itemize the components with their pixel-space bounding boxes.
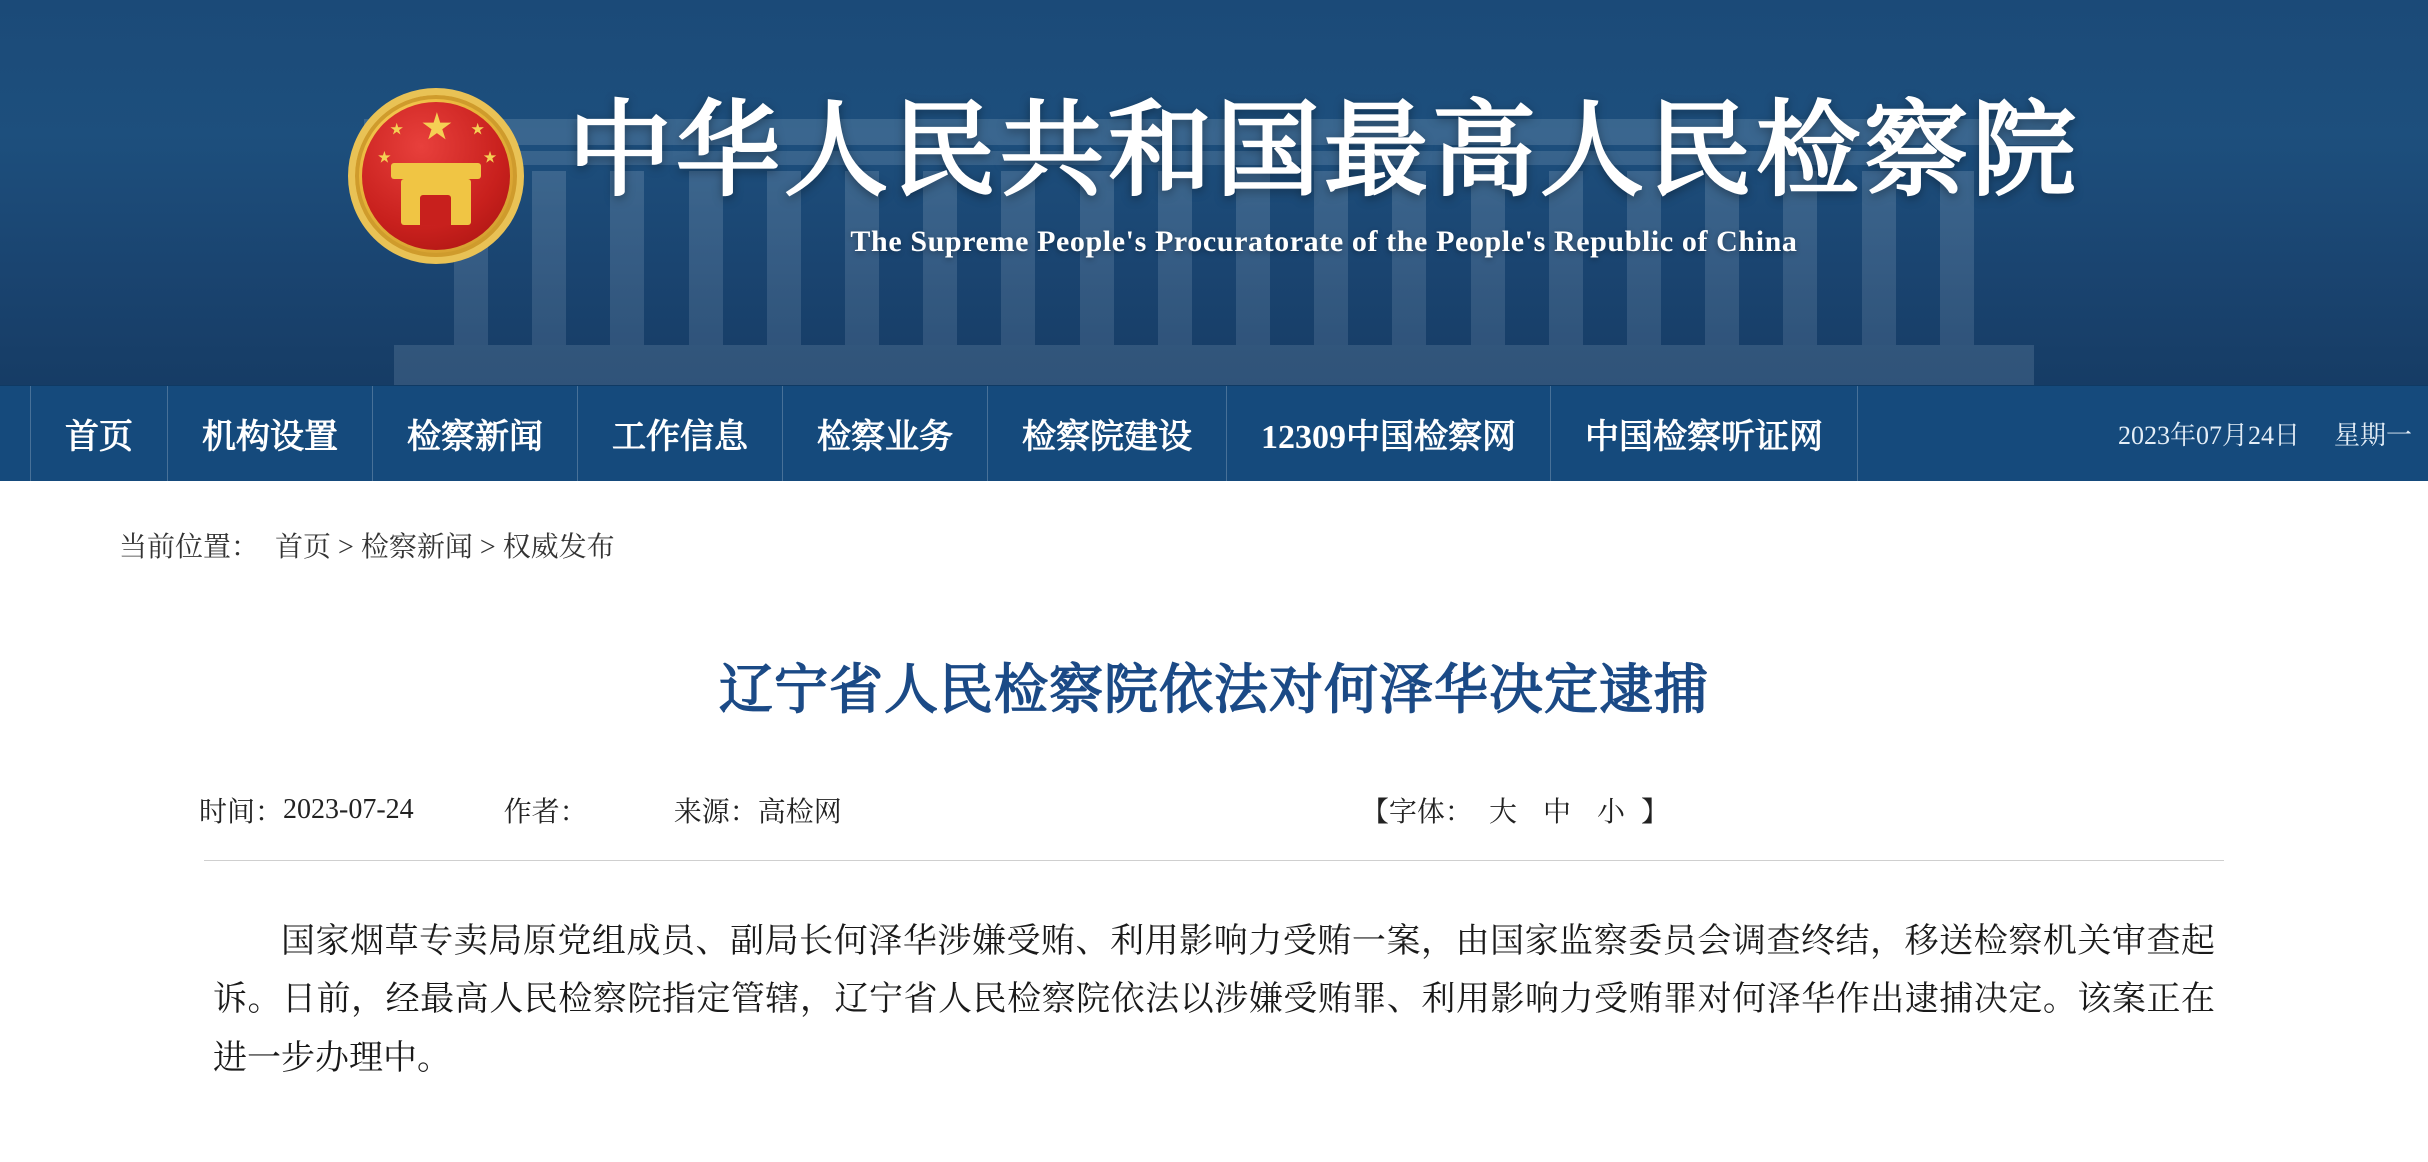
site-title-cn: 中华人民共和国最高人民检察院 <box>567 94 2080 210</box>
national-emblem-icon <box>348 88 524 264</box>
site-title-block <box>568 96 2080 258</box>
site-title-en: The Supreme People's Procuratorate of the People's Republic of China <box>850 224 1798 258</box>
breadcrumb-separator-1: > <box>338 532 354 563</box>
meta-source-value: 高检网 <box>757 797 842 828</box>
font-size-small[interactable]: 小 <box>1596 797 1625 828</box>
breadcrumb <box>89 525 2339 565</box>
nav-item-work-info[interactable]: 工作信息 <box>578 386 783 481</box>
nav-item-business[interactable]: 检察业务 <box>783 386 988 481</box>
nav-date: 2023年07月24日 <box>2117 421 2300 450</box>
font-size-label-close: 】 <box>1640 797 1669 828</box>
font-size-medium[interactable]: 中 <box>1542 797 1571 828</box>
meta-time <box>199 790 414 830</box>
nav-weekday: 星期一 <box>2333 421 2412 450</box>
meta-divider <box>204 860 2224 861</box>
nav-item-12309[interactable]: 12309中国检察网 <box>1227 386 1551 481</box>
breadcrumb-separator-2: > <box>479 532 496 563</box>
meta-time-label: 时间： <box>199 797 284 828</box>
nav-item-organization[interactable]: 机构设置 <box>168 386 373 481</box>
meta-source <box>674 790 842 830</box>
breadcrumb-item-news[interactable]: 检察新闻 <box>360 532 473 563</box>
meta-author-label: 作者： <box>503 797 588 828</box>
breadcrumb-path <box>275 525 615 565</box>
breadcrumb-label: 当前位置： <box>119 532 260 563</box>
font-size-control[interactable] <box>1361 790 1669 830</box>
font-size-label-open: 【字体： <box>1360 797 1473 828</box>
meta-author <box>504 790 588 830</box>
nav-item-hearing-net[interactable]: 中国检察听证网 <box>1551 386 1858 481</box>
breadcrumb-wrapper <box>0 481 2428 565</box>
page-title: 辽宁省人民检察院依法对何泽华决定逮捕 <box>719 660 1709 720</box>
article-paragraph: 国家烟草专卖局原党组成员、副局长何泽华涉嫌受贿、利用影响力受贿一案，由国家监察委员会调查终结，移送检察机关审查起诉。日前，经最高人民检察院指定管辖，辽宁省人民检察院依法以涉嫌受贿罪、利用影响力受贿罪对何泽华作出逮捕决定。该案正在进一步办理中。 <box>213 923 2215 1077</box>
nav-item-news[interactable]: 检察新闻 <box>373 386 578 481</box>
nav-item-construction[interactable]: 检察院建设 <box>988 386 1227 481</box>
font-size-large[interactable]: 大 <box>1488 797 1517 828</box>
article <box>169 647 2259 1162</box>
site-masthead <box>0 0 2428 385</box>
main-navigation[interactable] <box>0 385 2428 481</box>
breadcrumb-item-authoritative-release[interactable]: 权威发布 <box>502 532 615 563</box>
article-meta <box>169 790 2259 830</box>
meta-time-value: 2023-07-24 <box>283 794 414 825</box>
nav-date-block <box>2118 386 2428 481</box>
nav-item-home[interactable]: 首页 <box>30 386 168 481</box>
meta-source-label: 来源： <box>673 797 758 828</box>
breadcrumb-item-home[interactable]: 首页 <box>275 532 332 563</box>
